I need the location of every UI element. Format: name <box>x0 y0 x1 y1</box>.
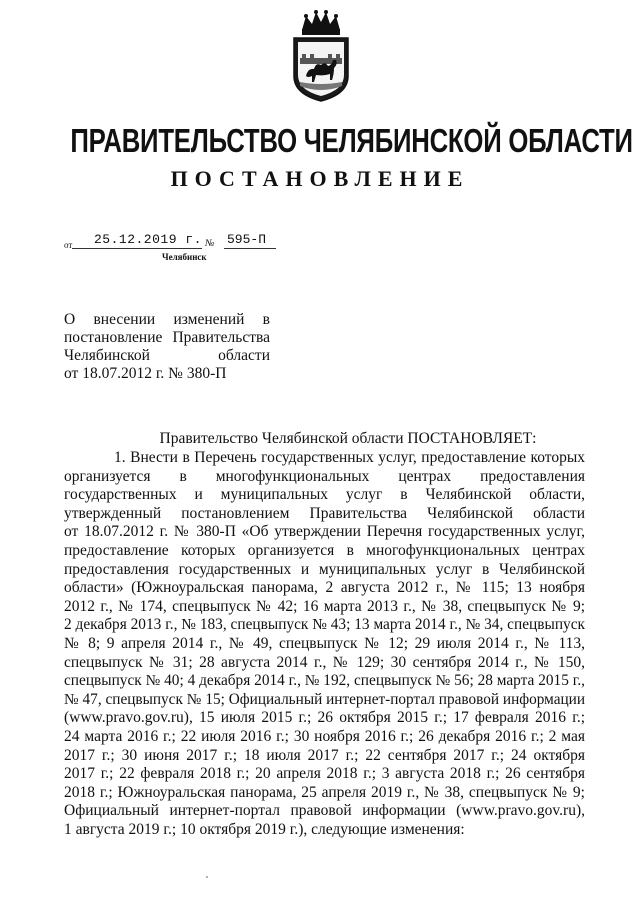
document-date: 25.12.2019 г. <box>94 232 202 247</box>
preamble: Правительство Челябинской области ПОСТАНОВЛЯЕТ: <box>159 430 537 447</box>
number-prefix: № <box>205 238 215 249</box>
body-line: 2 декабря 2013 г., № 183, спецвыпуск № 43; 13 марта 2014 г., № 34, спецвыпуск <box>64 616 585 634</box>
body-line: предоставления государственных и муниципальных услуг в Челябинской <box>64 560 585 578</box>
body-paragraph <box>64 449 585 839</box>
body-line: 2012 г., № 174, спецвыпуск № 42; 16 марта 2013 г., № 38, спецвыпуск № 9; <box>64 597 585 615</box>
date-prefix: от <box>64 240 73 250</box>
document-city: Челябинск <box>162 252 207 262</box>
body-line: 2017 г.; 30 июня 2017 г.; 18 июля 2017 г.; 22 сентября 2017 г.; 24 октября <box>64 746 585 764</box>
document-type: ПОСТАНОВЛЕНИЕ <box>170 166 470 191</box>
body-line: Официальный интернет-портал правовой информации (www.pravo.gov.ru), <box>64 802 585 820</box>
subject-line: постановление Правительства <box>64 329 270 346</box>
body-line: № 8; 9 апреля 2014 г., № 49, спецвыпуск № 12; 29 июля 2014 г., № 113, <box>64 634 585 652</box>
body-line: от 18.07.2012 г. № 380-П «Об утверждении Перечня государственных услуг, <box>64 523 585 541</box>
government-title: ПРАВИТЕЛЬСТВО ЧЕЛЯБИНСКОЙ ОБЛАСТИ <box>70 122 633 159</box>
body-line: 2017 г.; 22 февраля 2018 г.; 20 апреля 2018 г.; 3 августа 2018 г.; 26 сентября <box>64 765 585 783</box>
document-number: 595-П <box>227 232 267 247</box>
coat-of-arms-icon <box>286 8 356 104</box>
body-line: государственных и муниципальных услуг в Челябинской области, <box>64 486 585 504</box>
number-underline <box>224 248 276 249</box>
subject-line: Челябинской области <box>64 347 270 364</box>
body-line: спецвыпуск № 31; 28 августа 2014 г., № 129; 30 сентября 2014 г., № 150, <box>64 653 585 671</box>
date-underline <box>72 248 202 249</box>
body-line: № 47, спецвыпуск № 15; Официальный интернет-портал правовой информации <box>64 690 585 708</box>
body-line: области» (Южноуральская панорама, 2 августа 2012 г., № 115; 13 ноября <box>64 579 585 597</box>
body-line: 2018 г.; Южноуральская панорама, 25 апреля 2019 г., № 38, спецвыпуск № 9; <box>64 783 585 801</box>
document-subject <box>64 311 270 383</box>
body-line: 24 марта 2016 г.; 22 июля 2016 г.; 30 ноября 2016 г.; 26 декабря 2016 г.; 2 мая <box>64 727 585 745</box>
body-line: 1. Внести в Перечень государственных услуг, предоставление которых <box>114 449 585 466</box>
scan-speck <box>206 876 208 878</box>
body-line: предоставление которых организуется в многофункциональных центрах <box>64 541 585 559</box>
subject-line: О внесении изменений в <box>64 311 270 328</box>
subject-line: от 18.07.2012 г. № 380-П <box>64 365 227 382</box>
body-line: (www.pravo.gov.ru), 15 июля 2015 г.; 26 октября 2015 г.; 17 февраля 2016 г.; <box>64 709 585 727</box>
body-line: 1 августа 2019 г.; 10 октября 2019 г.), следующие изменения: <box>64 820 465 838</box>
body-line: организуется в многофункциональных центрах предоставления <box>64 467 585 485</box>
body-line: спецвыпуск № 40; 4 декабря 2014 г., № 192, спецвыпуск № 56; 28 марта 2015 г., <box>64 672 585 690</box>
document-meta <box>64 232 304 272</box>
body-line: утвержденный постановлением Правительства Челябинской области <box>64 504 585 522</box>
